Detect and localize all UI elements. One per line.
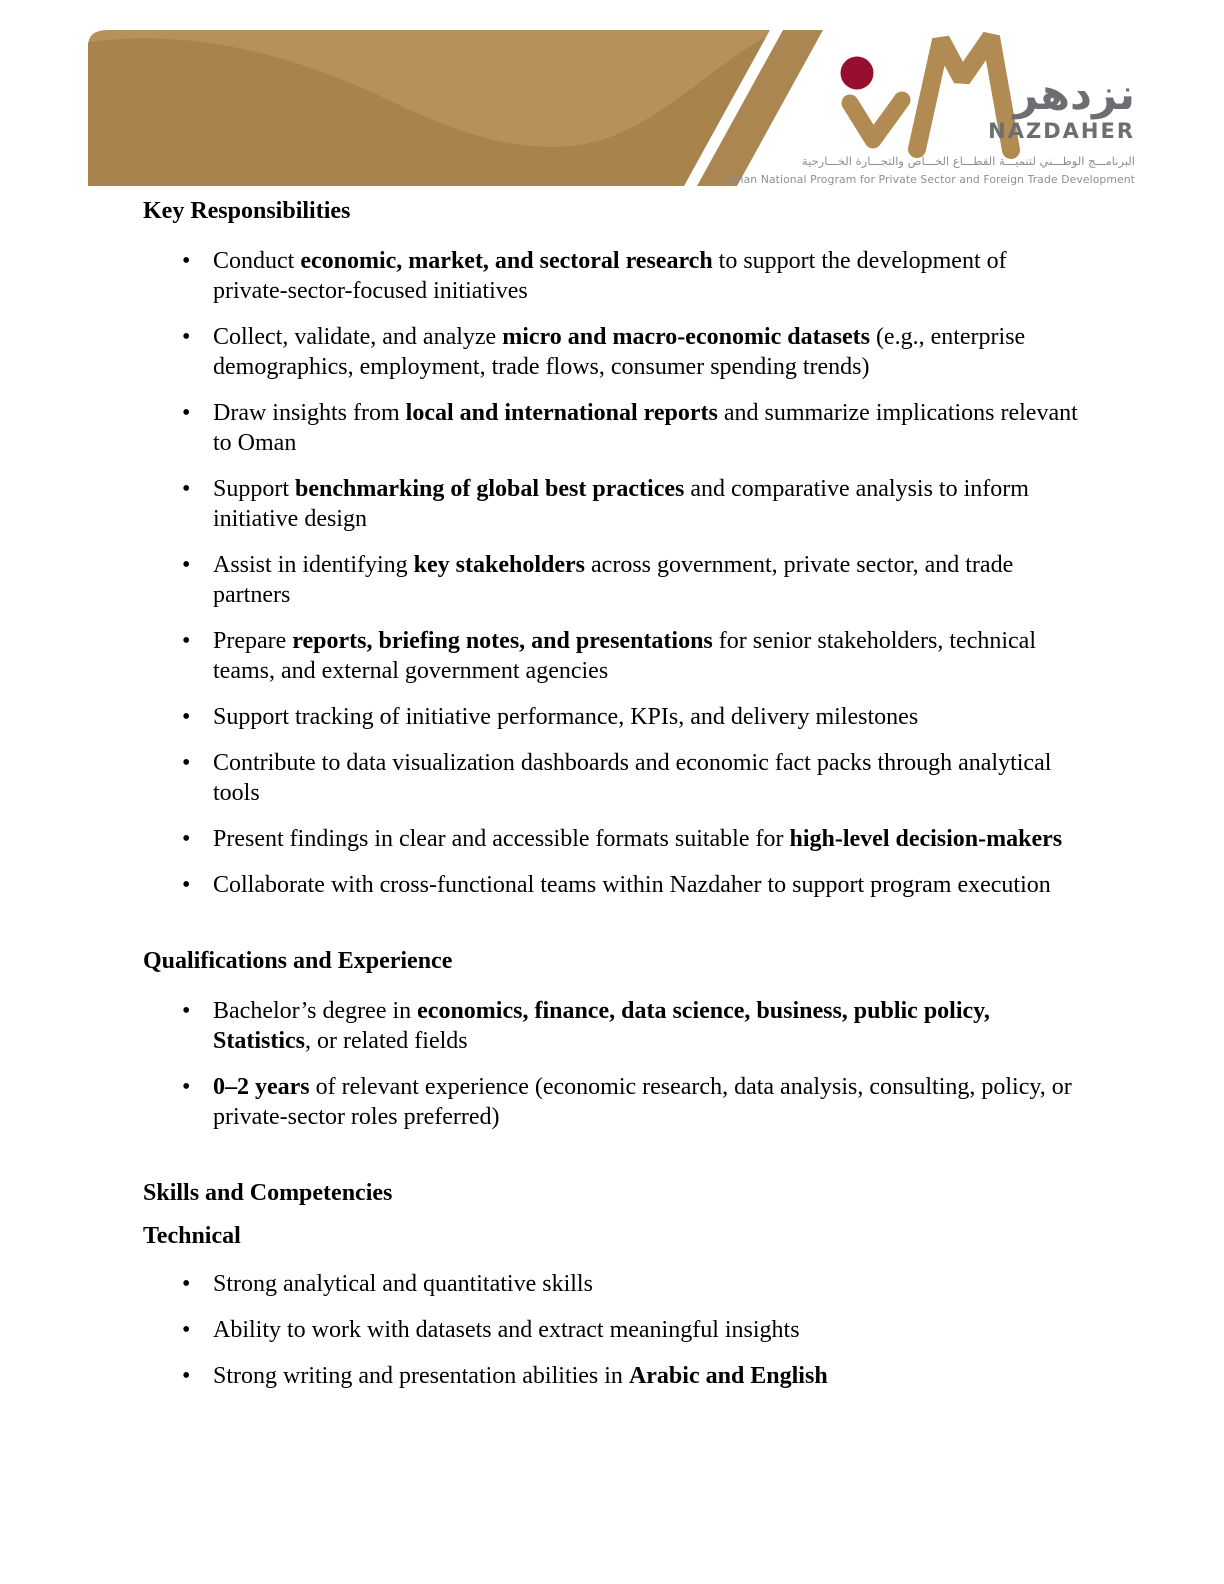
bullet-text: Conduct economic, market, and sectoral research to support the development of private-sector-focused initiatives [213, 248, 1007, 304]
bullet-icon: • [182, 552, 191, 578]
list-item [143, 322, 1080, 382]
list-item [143, 870, 1080, 900]
nazdaher-logo-mark [841, 37, 1012, 150]
list-item [143, 824, 1080, 854]
bullet-text: Support benchmarking of global best practices and comparative analysis to inform initiative design [213, 476, 1029, 532]
bullet-text: Collaborate with cross-functional teams within Nazdaher to support program execution [213, 872, 1051, 898]
list-item [143, 1361, 1080, 1391]
list-item [143, 1072, 1080, 1132]
bullet-icon: • [182, 400, 191, 426]
list-item [143, 702, 1080, 732]
technical-skills-list [143, 1269, 1080, 1391]
logo-english-tagline: Oman National Program for Private Sector and Foreign Trade Development [724, 173, 1135, 186]
bullet-icon: • [182, 324, 191, 350]
bullet-icon: • [182, 248, 191, 274]
bullet-text: Strong analytical and quantitative skills [213, 1271, 593, 1297]
page-header [0, 0, 1224, 200]
qualifications-list [143, 996, 1080, 1132]
document-body [143, 196, 1080, 1391]
bullet-text: Collect, validate, and analyze micro and macro-economic datasets (e.g., enterprise demographics, employment, trade flows, consumer spending trends) [213, 324, 1026, 380]
list-item [143, 1315, 1080, 1345]
bullet-icon: • [182, 872, 191, 898]
bullet-icon: • [182, 1317, 191, 1343]
bullet-text: Prepare reports, briefing notes, and presentations for senior stakeholders, technical teams, and external government agencies [213, 628, 1036, 684]
bullet-icon: • [182, 476, 191, 502]
section-heading-qualifications: Qualifications and Experience [143, 948, 453, 974]
bullet-icon: • [182, 826, 191, 852]
bullet-text: Ability to work with datasets and extract meaningful insights [213, 1317, 800, 1343]
bullet-icon: • [182, 628, 191, 654]
list-item [143, 996, 1080, 1056]
section-key-responsibilities [143, 196, 1080, 900]
logo-dot-icon [841, 57, 874, 90]
list-item [143, 398, 1080, 458]
list-item [143, 550, 1080, 610]
bullet-text: Assist in identifying key stakeholders across government, private sector, and trade partners [213, 552, 1014, 608]
bullet-icon: • [182, 1074, 191, 1100]
bullet-icon: • [182, 1363, 191, 1389]
list-item [143, 626, 1080, 686]
logo-latin-name: NAZDAHER [988, 119, 1135, 143]
bullet-icon: • [182, 998, 191, 1024]
bullet-text: Strong writing and presentation abilities in Arabic and English [213, 1363, 828, 1389]
section-qualifications-experience [143, 946, 1080, 1132]
bullet-icon: • [182, 1271, 191, 1297]
section-heading-key-responsibilities: Key Responsibilities [143, 198, 351, 224]
bullet-icon: • [182, 750, 191, 776]
key-responsibilities-list [143, 246, 1080, 900]
logo-arabic-name: نزدهر [1013, 70, 1135, 120]
subsection-heading-technical: Technical [143, 1223, 241, 1249]
section-heading-skills: Skills and Competencies [143, 1180, 393, 1206]
list-item [143, 1269, 1080, 1299]
logo-arabic-tagline: البرنامـــج الوطـــني لتنميـــة القطـــاع الخـــاص والتجـــارة الخـــارجية [801, 154, 1135, 168]
bullet-text: 0–2 years of relevant experience (economic research, data analysis, consulting, policy, or private-sector roles preferred) [213, 1074, 1072, 1130]
bullet-text: Support tracking of initiative performance, KPIs, and delivery milestones [213, 704, 919, 730]
bullet-text: Contribute to data visualization dashboards and economic fact packs through analytical tools [213, 750, 1052, 806]
bullet-icon: • [182, 704, 191, 730]
bullet-text: Draw insights from local and international reports and summarize implications relevant to Oman [213, 400, 1078, 456]
logo-check-stroke [850, 100, 902, 140]
header-banner [88, 30, 778, 186]
section-skills-competencies [143, 1178, 1080, 1391]
bullet-text: Present findings in clear and accessible formats suitable for high-level decision-makers [213, 826, 1063, 852]
list-item [143, 246, 1080, 306]
bullet-text: Bachelor’s degree in economics, finance, data science, business, public policy, Statistics, or related fields [213, 998, 990, 1054]
list-item [143, 748, 1080, 808]
list-item [143, 474, 1080, 534]
